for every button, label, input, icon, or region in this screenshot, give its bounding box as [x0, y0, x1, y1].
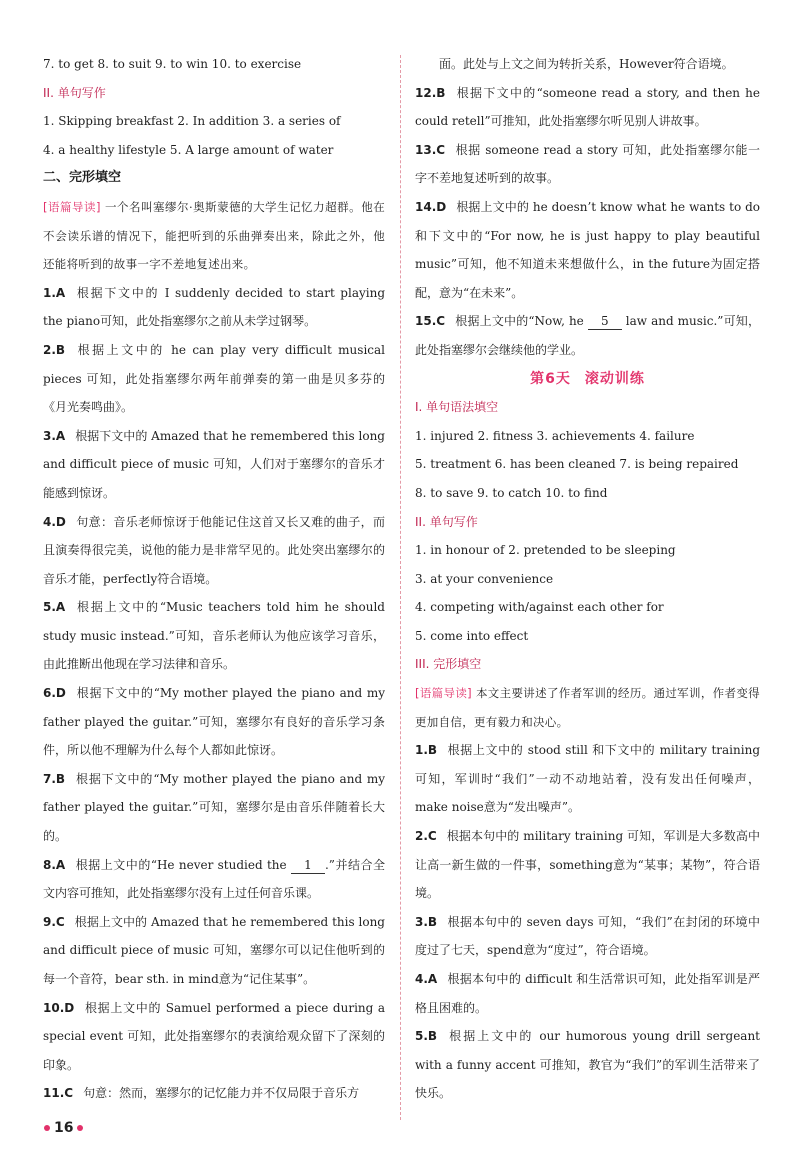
answer-item: 5.B 根据上文中的 our humorous young drill sergeant with a funny accent 可推知，教官为“我们”的军训生活带来了快乐。 — [415, 1029, 760, 1101]
section-heading-cloze: III. 完形填空 — [415, 657, 482, 672]
page-dot-icon — [44, 1125, 50, 1131]
answer-item: 10.D 根据上文中的 Samuel performed a piece during a special event 可知，此处指塞缪尔的表演给观众留下了深刻的印象。 — [43, 1000, 385, 1072]
answer-item: 3.B 根据本句中的 seven days 可知，“我们”在封闭的环境中度过了七天，spend意为“度过”，符合语境。 — [415, 914, 760, 958]
fill-answers-row: 7. to get 8. to suit 9. to win 10. to exercise — [43, 57, 302, 71]
day-subtitle: 滚动训练 — [584, 370, 645, 387]
left-column — [43, 50, 385, 1108]
section-heading-grammar: I. 单句语法填空 — [415, 400, 499, 415]
reading-guide — [43, 193, 385, 279]
answer-item: 9.C 根据上文中的 Amazed that he remembered this long and difficult piece of music 可知，塞缪尔可以记住他听到的每一个音符，bear sth. in mind意为“记住某事”。 — [43, 914, 385, 986]
writing-answers-row-4: 5. come into effect — [415, 628, 529, 643]
grammar-answers-row-3: 8. to save 9. to catch 10. to find — [415, 485, 608, 500]
page-dot-icon — [77, 1125, 83, 1131]
page-number-text: 16 — [54, 1120, 74, 1136]
answer-item: 14.D 根据上文中的 he doesn’t know what he wants to do 和下文中的“For now, he is just happy to play beautiful music”可知，他不知道未来想做什么，in the future为固定搭配，意为“在未来”。 — [415, 199, 760, 300]
writing-answers-row-2: 4. a healthy lifestyle 5. A large amount of water — [43, 142, 334, 157]
guide-text: 一个名叫塞缪尔·奥斯蒙德的大学生记忆力超群。他在不会读乐谱的情况下，能把听到的乐曲弹奏出来，除此之外，他还能将听到的故事一字不差地复述出来。 — [43, 199, 385, 272]
answer-item: 2.B 根据上文中的 he can play very difficult musical pieces 可知，此处指塞缪尔两年前弹奏的第一曲是贝多芬的《月光奏鸣曲》。 — [43, 342, 385, 415]
answer-item: 7.B 根据下文中的“My mother played the piano and my father played the guitar.”可知，塞缪尔是由音乐伴随着长大的。 — [43, 771, 385, 844]
answer-item: 11.C 句意：然而，塞缪尔的记忆能力并不仅局限于音乐方 — [43, 1086, 360, 1101]
blank-number: 5 — [588, 313, 622, 330]
answer-item: 13.C 根据 someone read a story 可知，此处指塞缪尔能一字不差地复述听到的故事。 — [415, 142, 760, 186]
blank-number: 1 — [291, 857, 325, 874]
answer-item: 12.B 根据下文中的“someone read a story, and then he could retell”可推知，此处指塞缪尔听见别人讲故事。 — [415, 85, 760, 129]
continued-line: 面。此处与上文之间为转折关系，However符合语境。 — [439, 57, 734, 71]
writing-answers-row-1: 1. in honour of 2. pretended to be sleeping — [415, 543, 676, 558]
column-divider — [400, 55, 401, 1120]
right-column — [415, 50, 760, 1108]
answer-item: 2.C 根据本句中的 military training 可知，军训是大多数高中让高一新生做的一件事，something意为“某事；某物”，符合语境。 — [415, 829, 760, 901]
answer-item: 4.A 根据本句中的 difficult 和生活常识可知，此处指军训是严格且困难的。 — [415, 972, 760, 1015]
writing-answers-row-2: 3. at your convenience — [415, 571, 554, 586]
guide-tag: [语篇导读] — [415, 686, 472, 701]
writing-answers-row-1: 1. Skipping breakfast 2. In addition 3. a series of — [43, 114, 341, 129]
guide-text: 本文主要讲述了作者军训的经历。通过军训，作者变得更加自信，更有毅力和决心。 — [415, 686, 760, 729]
day-number: 第6天 — [530, 370, 571, 387]
grammar-answers-row-1: 1. injured 2. fitness 3. achievements 4. failure — [415, 428, 695, 443]
answer-item: 4.D 句意：音乐老师惊讶于他能记住这首又长又难的曲子，而且演奏得很完美，说他的能力是非常罕见的。此处突出塞缪尔的音乐才能，perfectly符合语境。 — [43, 514, 385, 586]
page-number — [40, 1120, 87, 1136]
reading-guide — [415, 679, 760, 736]
section-heading-cloze: 二、完形填空 — [43, 170, 122, 186]
writing-answers-row-3: 4. competing with/against each other for — [415, 600, 664, 615]
grammar-answers-row-2: 5. treatment 6. has been cleaned 7. is being repaired — [415, 457, 739, 472]
answer-item: 15.C 根据上文中的“Now, he 5 law and music.”可知，此处指塞缪尔会继续他的学业。 — [415, 314, 760, 357]
section-heading-writing: II. 单句写作 — [415, 514, 478, 529]
answer-item: 1.B 根据上文中的 stood still 和下文中的 military training 可知，军训时“我们”一动不动地站着，没有发出任何噪声，make noise意为“发出噪声”。 — [415, 743, 760, 815]
answer-item: 8.A 根据上文中的“He never studied the 1 .”并结合全文内容可推知，此处指塞缪尔没有上过任何音乐课。 — [43, 857, 386, 901]
answer-item: 5.A 根据上文中的“Music teachers told him he should study music instead.”可知，音乐老师认为他应该学习音乐，由此推断出他现在学习法律和音乐。 — [43, 600, 385, 672]
answer-item: 3.A 根据下文中的 Amazed that he remembered this long and difficult piece of music 可知，人们对于塞缪尔的音乐才能感到惊讶。 — [43, 428, 385, 500]
guide-tag: [语篇导读] — [43, 199, 101, 214]
answer-item: 1.A 根据下文中的 I suddenly decided to start playing the piano可知，此处指塞缪尔之前从未学过钢琴。 — [43, 285, 385, 329]
answer-item: 6.D 根据下文中的“My mother played the piano and my father played the guitar.”可知，塞缪尔有良好的音乐学习条件，所以他不理解为什么每个人都如此惊讶。 — [43, 686, 385, 758]
section-heading-writing: II. 单句写作 — [43, 85, 106, 100]
day-title — [415, 365, 760, 394]
